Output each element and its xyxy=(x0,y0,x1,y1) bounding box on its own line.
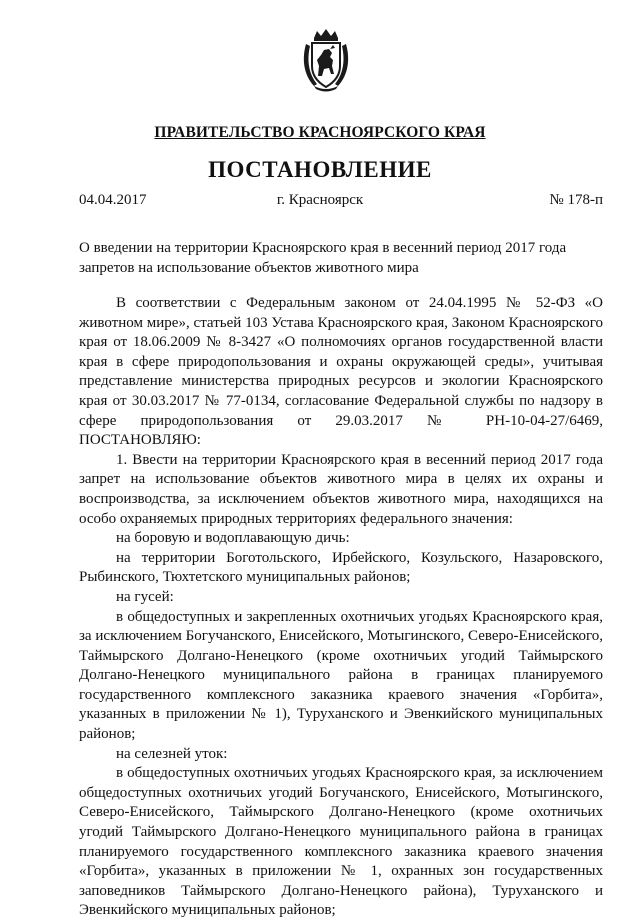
document-title: О введении на территории Красноярского края в весенний период 2017 года запретов на использование объектов животного мира xyxy=(79,240,567,276)
paragraph-drakes: на селезней уток: xyxy=(116,745,228,762)
paragraph-game-birds-areas: на территории Боготольского, Ирбейского, Козульского, Назаровского, Рыбинского, Тюхтетского муниципальных районов; xyxy=(79,549,603,586)
paragraph-game-birds: на боровую и водоплавающую дичь: xyxy=(116,530,350,547)
document-body xyxy=(79,294,603,921)
paragraph-preamble: В соответствии с Федеральным законом от 24.04.1995 № 52-ФЗ «О животном мире», статьей 103 Устава Красноярского края, Законом Красноярского края от 18.06.2009 № 8-3427 «О полномочиях органов государственной власти края в сфере природопользования и охраны окружающей среды», учитывая представление министерства природных ресурсов и экологии Красноярского края от 30.03.2017 № 77-0134, согласование Федеральной службы по надзору в сфере природопользования от 29.03.2017 № РН-10-04-27/6469, ПОСТАНОВЛЯЮ: xyxy=(79,295,603,449)
document-date: 04.04.2017 xyxy=(79,192,147,208)
document-city: г. Красноярск xyxy=(276,192,364,208)
document-number: № 178-п xyxy=(549,192,603,208)
paragraph-geese: на гусей: xyxy=(116,588,174,605)
government-name: ПРАВИТЕЛЬСТВО КРАСНОЯРСКОГО КРАЯ xyxy=(154,124,486,141)
paragraph-item-1: 1. Ввести на территории Красноярского края в весенний период 2017 года запрет на использование объектов животного мира в целях их охраны и воспроизводства, за исключением объектов животного мира, находящихся на особо охраняемых природных территориях федерального значения: xyxy=(79,451,603,527)
coat-of-arms-icon xyxy=(300,28,352,92)
paragraph-geese-areas: в общедоступных и закрепленных охотничьих угодьях Красноярского края, за исключением Богучанского, Енисейского, Мотыгинского, Северо-Енисейского, Таймырского Долгано-Ненецкого (кроме охотничьих угодий Таймырского Долгано-Ненецкого муниципального района в границах планируемого государственного комплексного заказника краевого значения «Горбита», указанных в приложении № 1), Туруханского и Эвенкийского муниципальных районов; xyxy=(79,608,603,743)
document-type: ПОСТАНОВЛЕНИЕ xyxy=(208,157,432,182)
paragraph-drakes-areas: в общедоступных охотничьих угодьях Красноярского края, за исключением общедоступных охотничьих угодий Богучанского, Енисейского, Мотыгинского, Северо-Енисейского, Таймырского Долгано-Ненецкого (кроме охотничьих угодий Таймырского Долгано-Ненецкого муниципального района в границах планируемого государственного комплексного заказника краевого значения «Горбита», указанных в приложении № 1, охранных зон государственных заповедников Таймырского Долгано-Ненецкого района), Туруханского и Эвенкийского муниципальных районов; xyxy=(79,765,603,919)
